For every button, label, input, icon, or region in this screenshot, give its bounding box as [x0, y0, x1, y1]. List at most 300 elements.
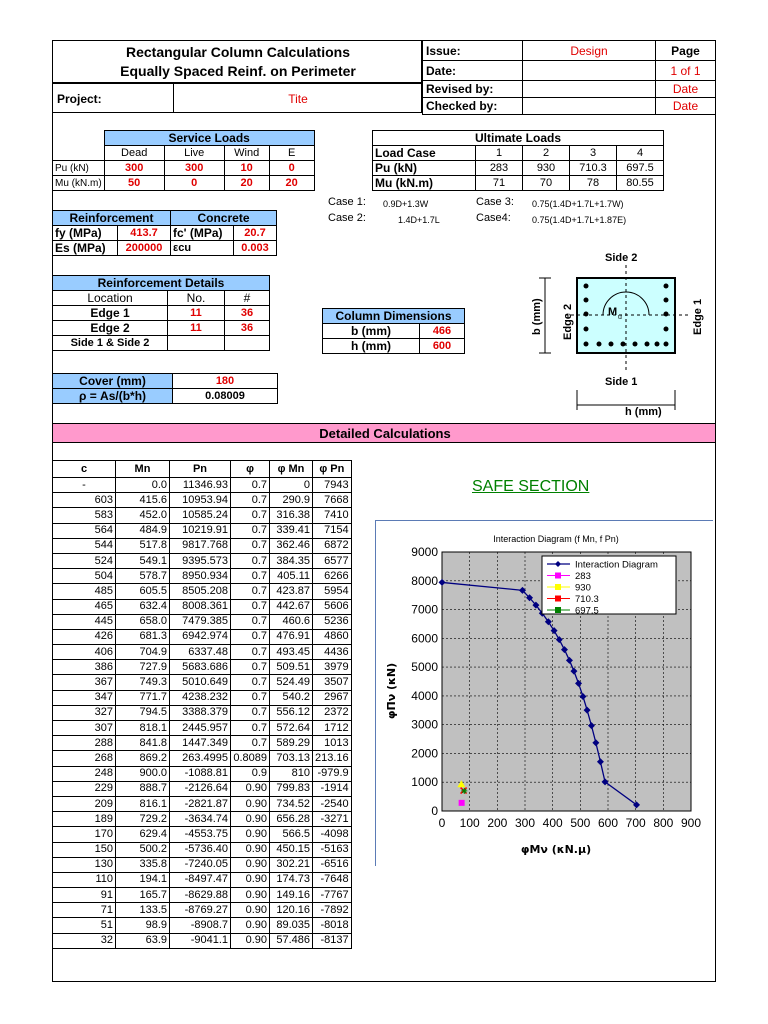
calc-cell: 0.90 [231, 888, 270, 903]
case-1: 1 [476, 146, 523, 161]
calc-cell: -8018 [313, 918, 352, 933]
calc-body [53, 478, 352, 949]
calc-cell: 0.90 [231, 842, 270, 857]
calc-cell: 63.9 [116, 933, 170, 948]
calc-row [53, 523, 352, 538]
calc-cell: 110 [53, 872, 116, 887]
x-tick-label: 300 [514, 816, 536, 830]
calc-row [53, 538, 352, 553]
y-tick-label: 6000 [411, 631, 438, 646]
ult-mu-label: Mu (kN.m) [373, 176, 476, 191]
calc-cell: 71 [53, 903, 116, 918]
ult-mu-1: 71 [476, 176, 523, 191]
calc-row [53, 478, 352, 493]
calc-row [53, 614, 352, 629]
calc-cell: 10585.24 [170, 508, 231, 523]
mu-live[interactable]: 0 [164, 176, 224, 191]
calc-row [53, 508, 352, 523]
calc-cell: 5606 [313, 599, 352, 614]
calc-cell: 405.11 [270, 569, 313, 584]
col-dead: Dead [104, 146, 164, 161]
calc-cell: 2372 [313, 705, 352, 720]
reinforcement-title: Reinforcement [53, 211, 171, 226]
calc-cell: -8629.88 [170, 888, 231, 903]
ecu-value[interactable]: 0.003 [234, 241, 277, 256]
detailed-calc-title: Detailed Calculations [319, 426, 451, 441]
calc-cell: 0.7 [231, 721, 270, 736]
mu-label-diagram: M [608, 306, 618, 318]
calc-cell: 7943 [313, 478, 352, 493]
calc-row [53, 493, 352, 508]
title-line-1: Rectangular Column Calculations [125, 44, 351, 60]
issue-label: Issue: [423, 41, 523, 61]
edge2-no[interactable]: 11 [168, 321, 225, 336]
calc-cell: 0.7 [231, 584, 270, 599]
calc-cell: 9395.573 [170, 553, 231, 568]
calc-row [53, 812, 352, 827]
mu-sub-label: u [618, 314, 622, 321]
calc-cell: 57.486 [270, 933, 313, 948]
col-phi-pn: φ Pn [313, 461, 352, 478]
calc-row [53, 705, 352, 720]
page-label: Page [656, 41, 716, 61]
fc-label: fc' (MPa) [171, 226, 234, 241]
calc-row [53, 903, 352, 918]
b-value[interactable]: 466 [420, 324, 465, 339]
edge1-bar[interactable]: 36 [225, 306, 270, 321]
calc-cell: 632.4 [116, 599, 170, 614]
calc-row [53, 888, 352, 903]
service-loads-table [52, 130, 315, 191]
x-tick-label: 700 [625, 816, 646, 830]
calc-cell: 10219.91 [170, 523, 231, 538]
side2-label: Side 2 [605, 252, 638, 264]
calc-cell: 452.0 [116, 508, 170, 523]
column-dimensions-title: Column Dimensions [323, 309, 465, 324]
col-live: Live [164, 146, 224, 161]
calc-cell: -3271 [313, 812, 352, 827]
calc-cell: 130 [53, 857, 116, 872]
calc-cell: -7240.05 [170, 857, 231, 872]
calc-cell: -7648 [313, 872, 352, 887]
h-mm-label: h (mm) [625, 406, 662, 418]
fy-label: fy (MPa) [53, 226, 118, 241]
calc-cell: 816.1 [116, 796, 170, 811]
h-value[interactable]: 600 [420, 339, 465, 354]
calc-cell: -6516 [313, 857, 352, 872]
mu-wind[interactable]: 20 [224, 176, 269, 191]
calc-row [53, 569, 352, 584]
calc-cell: 290.9 [270, 493, 313, 508]
y-tick-label: 3000 [411, 717, 438, 732]
calc-cell: 841.8 [116, 736, 170, 751]
calc-cell: 734.52 [270, 796, 313, 811]
calc-cell: 888.7 [116, 781, 170, 796]
y-tick-label: 4000 [411, 688, 438, 703]
calc-cell: 6942.974 [170, 629, 231, 644]
calc-cell: 189 [53, 812, 116, 827]
calc-cell: 0.90 [231, 812, 270, 827]
calc-row [53, 842, 352, 857]
calc-cell: 500.2 [116, 842, 170, 857]
calc-cell: 0.7 [231, 645, 270, 660]
calc-cell: 0.90 [231, 857, 270, 872]
calc-cell: 51 [53, 918, 116, 933]
calc-cell: 248 [53, 766, 116, 781]
issue-table [422, 40, 716, 115]
calc-cell: 133.5 [116, 903, 170, 918]
pu-dead[interactable]: 300 [104, 161, 164, 176]
project-box [52, 83, 422, 113]
load-case-label: Load Case [373, 146, 476, 161]
ecu-label: εcu [171, 241, 234, 256]
calc-cell: 406 [53, 645, 116, 660]
calc-row [53, 918, 352, 933]
calc-row [53, 584, 352, 599]
calc-cell: 426 [53, 629, 116, 644]
col-c: c [53, 461, 116, 478]
date-value[interactable] [523, 61, 656, 81]
calc-cell: 0.8089 [231, 751, 270, 766]
calc-cell: - [53, 478, 116, 493]
calc-cell: 517.8 [116, 538, 170, 553]
calc-cell: 0.9 [231, 766, 270, 781]
calc-cell: 362.46 [270, 538, 313, 553]
pu-live[interactable]: 300 [164, 161, 224, 176]
calc-cell: 0.7 [231, 599, 270, 614]
es-value[interactable]: 200000 [118, 241, 171, 256]
calc-cell: 8505.208 [170, 584, 231, 599]
edge1-label: Edge 1 [53, 306, 168, 321]
service-loads-title: Service Loads [104, 131, 314, 146]
ult-mu-2: 70 [523, 176, 570, 191]
calc-cell: 415.6 [116, 493, 170, 508]
edge2-label: Edge 2 [53, 321, 168, 336]
x-tick-label: 600 [597, 816, 619, 830]
case1-formula: 0.9D+1.3W [383, 199, 429, 209]
calc-cell: 5010.649 [170, 675, 231, 690]
calc-cell: -8137 [313, 933, 352, 948]
pu-label: Pu (kN) [53, 161, 105, 176]
calc-cell: -2821.87 [170, 796, 231, 811]
h-location: Location [53, 291, 168, 306]
materials-table [52, 210, 277, 256]
interaction-chart [376, 521, 713, 866]
calc-cell: 302.21 [270, 857, 313, 872]
calc-cell: 0.90 [231, 796, 270, 811]
calc-cell: 347 [53, 690, 116, 705]
calc-cell: 484.9 [116, 523, 170, 538]
checked-date[interactable]: Date [656, 98, 716, 115]
calc-cell: 316.38 [270, 508, 313, 523]
edge2-diagram-label: Edge 2 [562, 303, 574, 340]
calc-cell: 0.90 [231, 781, 270, 796]
edge1-no[interactable]: 11 [168, 306, 225, 321]
case2-label: Case 2: [328, 212, 366, 224]
sides-no[interactable] [168, 336, 225, 351]
calc-cell: 6872 [313, 538, 352, 553]
calc-row [53, 933, 352, 948]
legend-marker [555, 584, 561, 590]
calc-cell: 509.51 [270, 660, 313, 675]
calc-cell: 11346.93 [170, 478, 231, 493]
calc-cell: 9817.768 [170, 538, 231, 553]
calc-cell: 0.90 [231, 933, 270, 948]
h-label: h (mm) [323, 339, 420, 354]
reinf-details-title: Reinforcement Details [53, 276, 270, 291]
calc-cell: 32 [53, 933, 116, 948]
col-mn: Mn [116, 461, 170, 478]
column-section-diagram [505, 245, 715, 420]
calc-cell: 3507 [313, 675, 352, 690]
calc-cell: 288 [53, 736, 116, 751]
calc-cell: 794.5 [116, 705, 170, 720]
project-label: Project: [57, 92, 102, 106]
calc-cell: 0.0 [116, 478, 170, 493]
calc-cell: 10953.94 [170, 493, 231, 508]
project-value[interactable]: Tite [288, 92, 308, 106]
calc-cell: 0.7 [231, 508, 270, 523]
calc-cell: 3388.379 [170, 705, 231, 720]
date-label: Date: [423, 61, 523, 81]
calc-cell: 8008.361 [170, 599, 231, 614]
es-label: Es (MPa) [53, 241, 118, 256]
calc-cell: 450.15 [270, 842, 313, 857]
calc-cell: 0.7 [231, 614, 270, 629]
chart-x-label: φMν (κΝ.μ) [520, 843, 592, 856]
calc-cell: 0.90 [231, 872, 270, 887]
calc-cell: 3979 [313, 660, 352, 675]
mu-e[interactable]: 20 [269, 176, 314, 191]
calc-cell: 0.7 [231, 538, 270, 553]
mu-label: Mu (kN.m) [53, 176, 105, 191]
x-tick-label: 200 [487, 816, 508, 830]
calc-cell: 0.7 [231, 675, 270, 690]
calc-cell: 603 [53, 493, 116, 508]
pu-wind[interactable]: 10 [224, 161, 269, 176]
calc-cell: 629.4 [116, 827, 170, 842]
calc-cell: -8908.7 [170, 918, 231, 933]
case-2: 2 [523, 146, 570, 161]
calc-cell: -7767 [313, 888, 352, 903]
calc-cell: 524.49 [270, 675, 313, 690]
chart-title: Interaction Diagram (f Mn, f Pn) [493, 534, 619, 544]
ult-mu-3: 78 [570, 176, 617, 191]
calc-cell: 8950.934 [170, 569, 231, 584]
calc-cell: 6266 [313, 569, 352, 584]
fc-value[interactable]: 20.7 [234, 226, 277, 241]
calc-cell: 0.90 [231, 903, 270, 918]
safe-section-label: SAFE SECTION [472, 478, 590, 495]
mu-dead[interactable]: 50 [104, 176, 164, 191]
calc-cell: -979.9 [313, 766, 352, 781]
case2-formula: 1.4D+1.7L [398, 215, 440, 225]
calc-table [52, 460, 352, 949]
x-tick-label: 800 [653, 816, 674, 830]
edge2-bar[interactable]: 36 [225, 321, 270, 336]
calc-cell: 91 [53, 888, 116, 903]
calc-cell: 556.12 [270, 705, 313, 720]
ult-pu-3: 710.3 [570, 161, 617, 176]
calc-cell: 445 [53, 614, 116, 629]
calc-row [53, 675, 352, 690]
calc-cell: 194.1 [116, 872, 170, 887]
calc-cell: 98.9 [116, 918, 170, 933]
checked-value[interactable] [523, 98, 656, 115]
title-line-2: Equally Spaced Reinf. on Perimeter [120, 63, 356, 79]
calc-cell: 7479.385 [170, 614, 231, 629]
calc-cell: 442.67 [270, 599, 313, 614]
calc-cell: 771.7 [116, 690, 170, 705]
calc-cell: 0.7 [231, 478, 270, 493]
revised-value[interactable] [523, 81, 656, 98]
calc-cell: -2540 [313, 796, 352, 811]
calc-cell: 0.7 [231, 705, 270, 720]
y-tick-label: 7000 [411, 602, 438, 617]
case1-label: Case 1: [328, 196, 366, 208]
calc-cell: 0.7 [231, 736, 270, 751]
issue-value[interactable]: Design [523, 41, 656, 61]
concrete-title: Concrete [171, 211, 277, 226]
ult-pu-2: 930 [523, 161, 570, 176]
calc-cell: 1013 [313, 736, 352, 751]
detailed-calc-bar [52, 423, 716, 443]
calc-cell: 583 [53, 508, 116, 523]
calc-cell: 0.7 [231, 690, 270, 705]
calc-cell: 165.7 [116, 888, 170, 903]
y-tick-label: 1000 [411, 775, 438, 790]
calc-row [53, 827, 352, 842]
calc-row [53, 660, 352, 675]
calc-cell: 729.2 [116, 812, 170, 827]
h-hash: # [225, 291, 270, 306]
calc-cell: -9041.1 [170, 933, 231, 948]
calc-row [53, 721, 352, 736]
calc-cell: 589.29 [270, 736, 313, 751]
calc-cell: 5236 [313, 614, 352, 629]
calc-cell: 2967 [313, 690, 352, 705]
calc-cell: 0.7 [231, 493, 270, 508]
revised-date[interactable]: Date [656, 81, 716, 98]
calc-row [53, 796, 352, 811]
calc-cell: 465 [53, 599, 116, 614]
calc-cell: 0.7 [231, 553, 270, 568]
calc-cell: 0.7 [231, 523, 270, 538]
calc-row [53, 629, 352, 644]
sides-label: Side 1 & Side 2 [53, 336, 168, 351]
checked-label: Checked by: [423, 98, 523, 115]
b-label: b (mm) [323, 324, 420, 339]
calc-row [53, 645, 352, 660]
calc-cell: 818.1 [116, 721, 170, 736]
title-box [52, 40, 422, 83]
calc-cell: 810 [270, 766, 313, 781]
calc-row [53, 872, 352, 887]
calc-cell: -2126.64 [170, 781, 231, 796]
calc-cell: -1088.81 [170, 766, 231, 781]
chart-container [375, 520, 713, 866]
calc-cell: -3634.74 [170, 812, 231, 827]
cover-table [52, 373, 278, 404]
calc-cell: 0.7 [231, 569, 270, 584]
cover-value[interactable]: 180 [173, 374, 278, 389]
calc-cell: 0.7 [231, 660, 270, 675]
calc-row [53, 736, 352, 751]
calc-cell: 704.9 [116, 645, 170, 660]
rho-label: ρ = As/(b*h) [53, 389, 173, 404]
calc-cell: 386 [53, 660, 116, 675]
y-tick-label: 5000 [411, 660, 438, 675]
legend-marker [555, 607, 561, 613]
calc-row [53, 751, 352, 766]
calc-cell: 384.35 [270, 553, 313, 568]
ult-pu-4: 697.5 [617, 161, 664, 176]
col-wind: Wind [224, 146, 269, 161]
calc-cell: 120.16 [270, 903, 313, 918]
pu-e[interactable]: 0 [269, 161, 314, 176]
calc-cell: 727.9 [116, 660, 170, 675]
x-tick-label: 100 [459, 816, 480, 830]
divider [173, 84, 174, 113]
y-tick-label: 0 [431, 804, 438, 818]
revised-label: Revised by: [423, 81, 523, 98]
calc-cell: 7154 [313, 523, 352, 538]
calc-cell: 229 [53, 781, 116, 796]
fy-value[interactable]: 413.7 [118, 226, 171, 241]
calc-cell: 605.5 [116, 584, 170, 599]
legend-marker [555, 573, 561, 579]
calc-cell: 460.6 [270, 614, 313, 629]
case4-label: Case4: [476, 212, 511, 224]
ultimate-loads-table [372, 130, 664, 191]
calc-cell: 578.7 [116, 569, 170, 584]
calc-cell: 7410 [313, 508, 352, 523]
calc-cell: -5736.40 [170, 842, 231, 857]
calc-cell: 0.90 [231, 918, 270, 933]
calc-cell: 327 [53, 705, 116, 720]
calc-cell: 89.035 [270, 918, 313, 933]
calc-cell: 149.16 [270, 888, 313, 903]
calc-cell: -4098 [313, 827, 352, 842]
calc-cell: -4553.75 [170, 827, 231, 842]
calc-cell: 564 [53, 523, 116, 538]
calc-cell: 0.90 [231, 827, 270, 842]
calc-cell: 869.2 [116, 751, 170, 766]
chart-y-label: φΠν (κΝ) [385, 662, 398, 720]
col-e: E [269, 146, 314, 161]
calc-cell: 268 [53, 751, 116, 766]
case4-formula: 0.75(1.4D+1.7L+1.87E) [532, 215, 627, 225]
calc-cell: 170 [53, 827, 116, 842]
calc-cell: 493.45 [270, 645, 313, 660]
legend-label: 283 [575, 571, 591, 582]
x-tick-label: 400 [542, 816, 563, 830]
calc-cell: 5683.686 [170, 660, 231, 675]
reinf-details-table [52, 275, 270, 351]
cover-label: Cover (mm) [53, 374, 173, 389]
calc-cell: 5954 [313, 584, 352, 599]
y-tick-label: 2000 [411, 746, 438, 761]
calc-cell: 6577 [313, 553, 352, 568]
calc-cell: 4436 [313, 645, 352, 660]
calc-cell: -1914 [313, 781, 352, 796]
ult-pu-1: 283 [476, 161, 523, 176]
col-pn: Pn [170, 461, 231, 478]
sides-bar[interactable] [225, 336, 270, 351]
calc-cell: 681.3 [116, 629, 170, 644]
calc-cell: 7668 [313, 493, 352, 508]
column-dimensions-table [322, 308, 465, 354]
